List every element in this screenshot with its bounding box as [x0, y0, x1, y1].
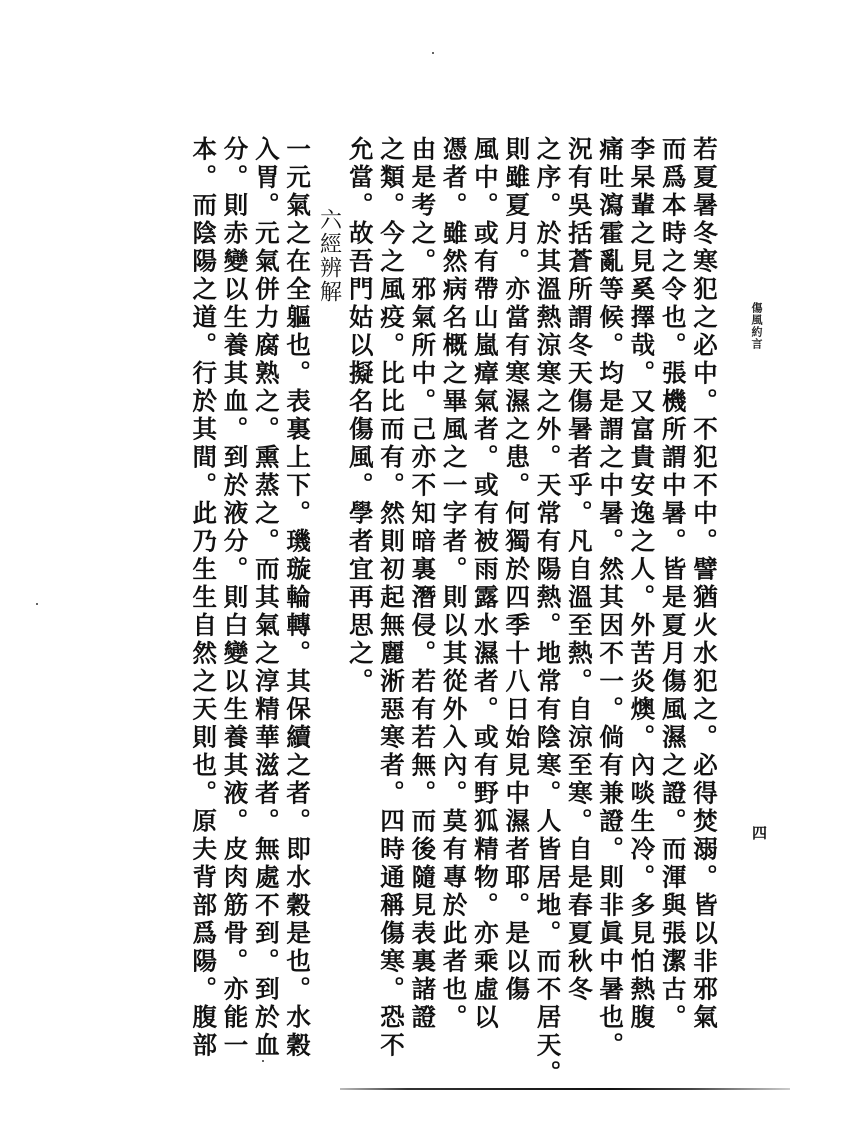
text-column: 本。而陰陽之道。行於其間。此乃生生自然之天則也。原夫背部爲陽。腹部	[189, 136, 219, 1060]
text-column: 若夏暑冬寒犯之必中。不犯不中。譬猶火水犯之。必得焚溺。皆以非邪氣	[690, 136, 719, 1032]
text-column: 一元氣之在全軀也。表裏上下。璣璇輪轉。其保續之者。即水穀是也。水穀	[283, 136, 313, 1060]
text-column: 由是考之。邪氣所中。己亦不知暗裏潛侵。若有若無。而後隨見表裏諸證	[408, 136, 438, 1032]
text-column: 而爲本時之令也。張機所謂中暑。皆是夏月傷風濕之證。而渾與張潔古。	[658, 136, 688, 1032]
text-column: 允當。故吾門姑以擬名傷風。學者宜再思之。	[345, 136, 375, 696]
text-column: 之序。於其溫熱涼寒之外。天常有陽熱。地常有陰寒。人皆居地。而不居天。	[533, 136, 563, 1088]
text-column: 風中。或有帶山嵐瘴氣者。或有被雨露水濕者。或有野狐精物。亦乘虛以	[470, 136, 500, 1032]
section-heading: 六經辨解	[316, 208, 342, 304]
page-number: 四	[752, 824, 768, 842]
text-column: 況有吳括蒼所謂冬天傷暑者乎。凡自溫至熱。自涼至寒。自是春夏秋冬	[564, 136, 594, 1004]
text-column: 痛吐瀉霍亂等候。均是謂之中暑。然其因不一。倘有兼證。則非眞中暑也。	[596, 136, 626, 1060]
bottom-rule	[340, 1088, 790, 1090]
text-column: 憑者。雖然病名概之畢風之一字者。則以其從外入內。莫有專於此者也。	[439, 136, 469, 1032]
scan-speck	[36, 603, 38, 605]
text-column: 入胃。元氣併力腐熟之。熏蒸之。而其氣之淳精華滋者。無處不到。到於血	[251, 136, 281, 1060]
scan-speck	[432, 52, 434, 54]
text-column: 分。則赤變以生養其血。到於液分。則白變以生養其液。皮肉筋骨。亦能一	[220, 136, 250, 1060]
text-column: 則雖夏月。亦當有寒濕之患。何獨於四季十八日始見中濕者耶。是以傷	[502, 136, 532, 1004]
vertical-text-block	[188, 136, 720, 1088]
text-column: 之類。今之風疫。比比而有。然則初起無麗淅惡寒者。四時通稱傷寒。恐不	[377, 136, 407, 1060]
running-title: 傷風約言	[750, 302, 763, 350]
text-column: 李杲輩之見奚擇哉。又富貴安逸之人。外苦炎燠。內啖生冷。多見怕熱腹	[627, 136, 657, 1032]
scan-speck	[262, 1060, 264, 1062]
